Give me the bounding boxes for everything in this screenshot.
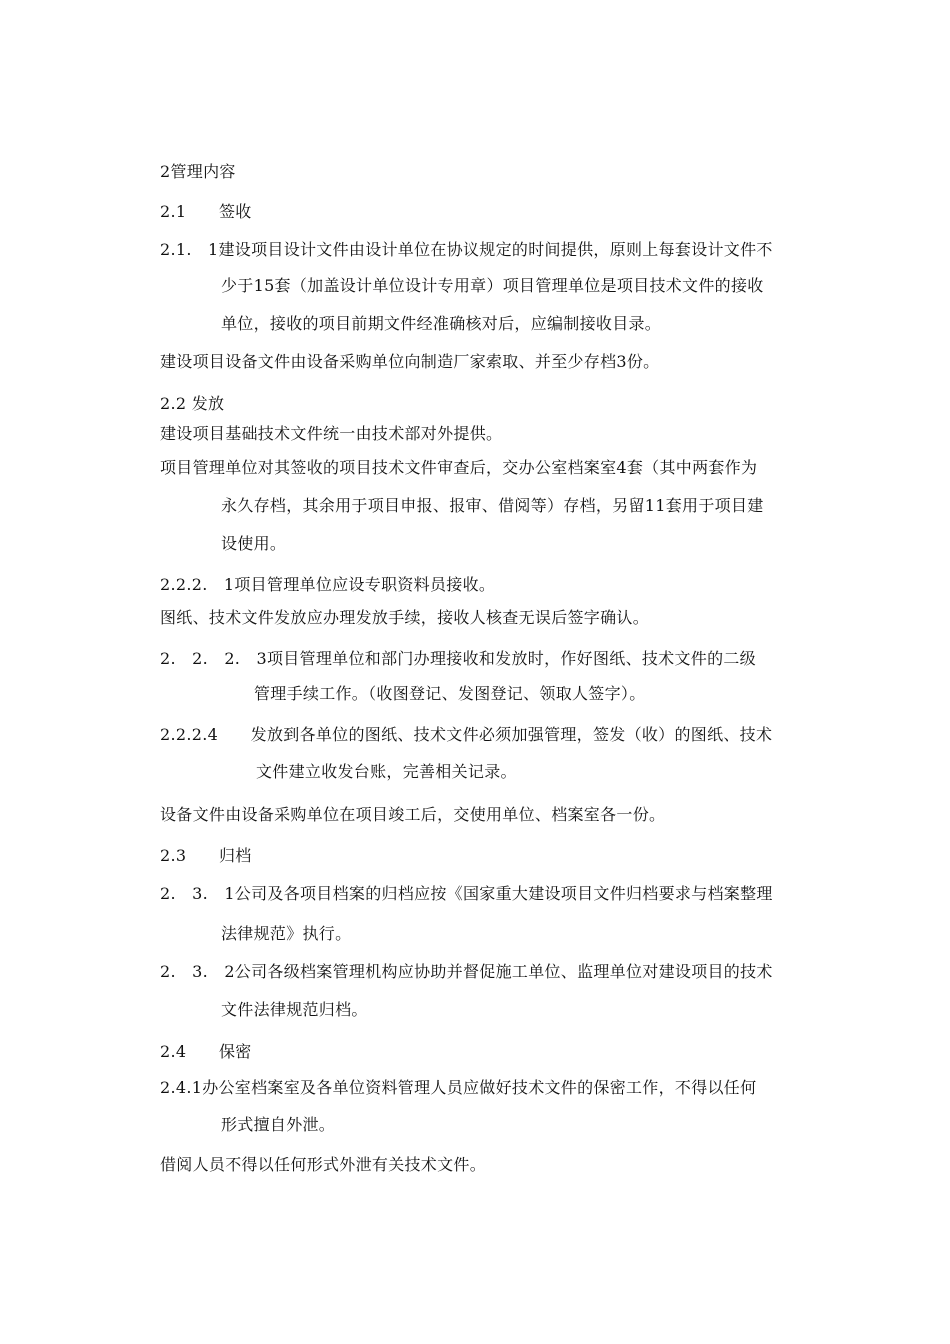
subsection-heading-2-3: 2.3 归档	[160, 846, 252, 865]
paragraph-borrower-confidentiality: 借阅人员不得以任何形式外泄有关技术文件。	[160, 1155, 487, 1174]
paragraph-2-1-1-line-2: 少于15套（加盖设计单位设计专用章）项目管理单位是项目技术文件的接收	[221, 276, 764, 295]
subsection-heading-2-4: 2.4 保密	[160, 1042, 252, 1061]
subsection-heading-2-2: 2.2 发放	[160, 394, 225, 413]
paragraph-2-2-2-4-line-1: 2.2.2.4 发放到各单位的图纸、技术文件必须加强管理，签发（收）的图纸、技术	[160, 725, 773, 744]
paragraph-completion-handover: 设备文件由设备采购单位在项目竣工后，交使用单位、档案室各一份。	[160, 805, 666, 824]
paragraph-issue-procedure: 图纸、技术文件发放应办理发放手续，接收人核查无误后签字确认。	[160, 608, 650, 627]
paragraph-2-3-1-line-1: 2. 3. 1公司及各项目档案的归档应按《国家重大建设项目文件归档要求与档案整理	[160, 884, 773, 903]
paragraph-basic-tech-docs: 建设项目基础技术文件统一由技术部对外提供。	[160, 424, 503, 443]
paragraph-2-2-2-3-line-2: 管理手续工作。（收图登记、发图登记、领取人签字）。	[254, 684, 646, 703]
subsection-heading-2-1: 2.1 签收	[160, 202, 252, 221]
paragraph-2-4-1-line-1: 2.4.1办公室档案室及各单位资料管理人员应做好技术文件的保密工作，不得以任何	[160, 1078, 757, 1097]
paragraph-review-line-1: 项目管理单位对其签收的项目技术文件审查后，交办公室档案室4套（其中两套作为	[160, 458, 758, 477]
paragraph-2-2-2-1: 2.2.2. 1项目管理单位应设专职资料员接收。	[160, 575, 496, 594]
paragraph-2-3-2-line-1: 2. 3. 2公司各级档案管理机构应协助并督促施工单位、监理单位对建设项目的技术	[160, 962, 773, 981]
paragraph-2-4-1-line-2: 形式擅自外泄。	[221, 1115, 336, 1134]
paragraph-review-line-3: 设使用。	[221, 534, 287, 553]
paragraph-2-3-2-line-2: 文件法律规范归档。	[221, 1000, 368, 1019]
section-heading-2: 2管理内容	[160, 162, 236, 181]
paragraph-equipment-docs: 建设项目设备文件由设备采购单位向制造厂家索取、并至少存档3份。	[160, 352, 660, 371]
paragraph-2-3-1-line-2: 法律规范》执行。	[221, 924, 352, 943]
paragraph-review-line-2: 永久存档，其余用于项目申报、报审、借阅等）存档，另留11套用于项目建	[221, 496, 764, 515]
paragraph-2-1-1-line-3: 单位，接收的项目前期文件经准确核对后，应编制接收目录。	[221, 314, 662, 333]
paragraph-2-1-1-line-1: 2.1. 1建设项目设计文件由设计单位在协议规定的时间提供，原则上每套设计文件不	[160, 240, 773, 259]
paragraph-2-2-2-4-line-2: 文件建立收发台账，完善相关记录。	[256, 762, 517, 781]
paragraph-2-2-2-3-line-1: 2. 2. 2. 3项目管理单位和部门办理接收和发放时，作好图纸、技术文件的二级	[160, 649, 756, 668]
